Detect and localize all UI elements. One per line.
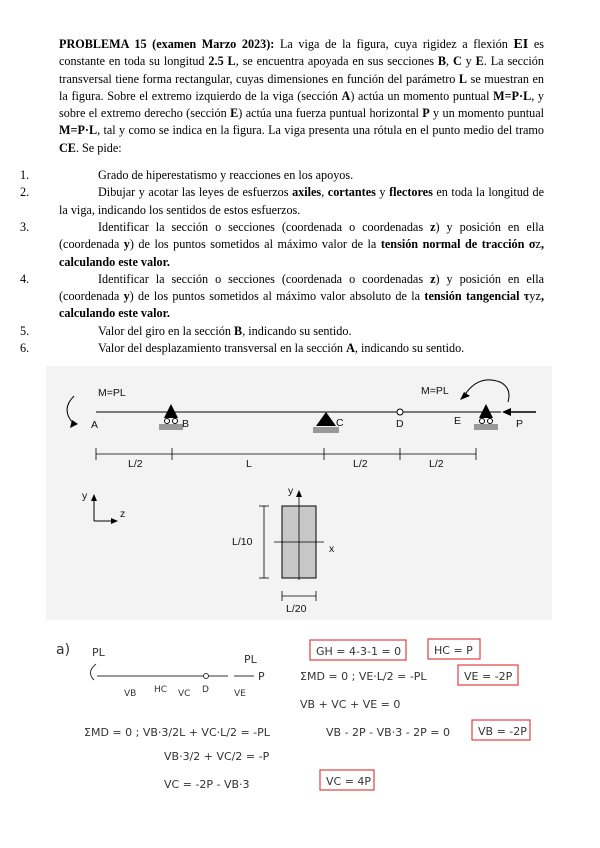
ei-term: EI: [513, 37, 529, 52]
hw-force-p: P: [258, 670, 265, 683]
hw-pl-right: PL: [244, 653, 257, 666]
hw-hc-result: HC = P: [434, 644, 473, 657]
handwritten-svg: [0, 630, 600, 848]
question-emphasis: A: [346, 341, 355, 356]
hw-hc: HC: [154, 685, 168, 695]
intro-text: ) actúa una fuerza puntual horizontal: [238, 106, 423, 121]
section-y-arrowhead: [296, 490, 302, 497]
beam-figure: [46, 366, 552, 620]
question-text: ) de los puntos sometidos al máximo valor de la: [129, 237, 381, 252]
question-text: , indicando su sentido.: [242, 323, 352, 338]
question-number: 4.: [20, 271, 30, 286]
question-text: z: [535, 237, 541, 252]
question-text: ) de los puntos sometidos al máximo valor absoluto de la: [129, 289, 425, 304]
hw-gh: GH = 4-3-1 = 0: [316, 645, 402, 658]
question-number: 1.: [20, 168, 30, 183]
parameter-l: L: [458, 71, 468, 86]
moment-left-arc: [67, 396, 74, 424]
height-label: L/10: [232, 536, 253, 548]
handwritten-solution: [0, 630, 600, 848]
intro-text: se muestran en la figura. Sobre el extremo izquierdo de la viga (sección: [59, 71, 544, 103]
span-bc: L: [246, 458, 252, 470]
question-emphasis: B: [234, 323, 243, 338]
question-emphasis: y: [123, 289, 130, 304]
beam-length: 2.5 L: [208, 54, 236, 69]
question-text: Grado de hiperestatismo y reacciones en los apoyos.: [98, 168, 354, 183]
dimension-line: [96, 448, 476, 460]
section-y-label: y: [288, 485, 294, 497]
question-emphasis: cortantes: [327, 185, 376, 200]
question-item: [20, 340, 544, 357]
question-emphasis: axiles: [292, 185, 322, 200]
part-a-label: a): [56, 642, 71, 658]
section-ce: CE: [59, 140, 76, 155]
hw-sum-v: VB + VC + VE = 0: [300, 698, 401, 711]
moment-right-label: M=PL: [421, 385, 449, 397]
question-emphasis: tensión tangencial τ: [424, 289, 530, 304]
support-e: [474, 404, 498, 430]
problem-heading: PROBLEMA 15 (examen Marzo 2023):: [59, 37, 275, 51]
hw-eq-sub: VB - 2P - VB·3 - 2P = 0: [326, 726, 450, 739]
question-text: Identificar la sección o secciones (coordenada o coordenadas: [98, 271, 431, 286]
hw-d: D: [202, 685, 209, 695]
hw-hinge: [204, 674, 209, 679]
question-emphasis: z: [430, 219, 436, 234]
node-c: C: [336, 417, 344, 429]
force-p-arrowhead: [502, 408, 511, 416]
intro-text: . La sección transversal tiene forma rectangular, cuyas dimensiones en función del parámetro: [59, 54, 544, 86]
moment-right-term: M=P·L: [59, 123, 98, 138]
moment-right-arrowhead: [460, 392, 470, 400]
question-text: Valor del desplazamiento transversal en la sección: [98, 341, 347, 356]
question-emphasis: y: [123, 237, 130, 252]
width-label: L/20: [286, 603, 307, 615]
section-e: E: [230, 106, 239, 121]
question-number: 2.: [20, 185, 30, 200]
hw-eq-m2: VB·3/2 + VC/2 = -P: [164, 750, 270, 763]
question-text: ) y posición en ella (coordenada: [59, 219, 545, 252]
node-p: P: [516, 418, 524, 430]
question-emphasis: , calculando este valor.: [59, 237, 544, 269]
question-emphasis: z: [430, 271, 436, 286]
span-cd: L/2: [353, 458, 368, 470]
intro-text: La viga de la figura, cuya rigidez a flexión: [274, 37, 514, 51]
section-b: B: [437, 54, 446, 69]
hw-vb-result: VB = -2P: [478, 725, 527, 738]
intro-text: y: [461, 54, 476, 69]
question-text: Identificar la sección o secciones (coordenada o coordenadas: [98, 219, 431, 234]
question-emphasis: flectores: [389, 185, 433, 200]
hw-moment-left: [90, 664, 96, 680]
question-item: [20, 271, 545, 323]
intro-text: y un momento puntual: [429, 106, 545, 121]
intro-text: ,: [446, 54, 453, 69]
question-item: [20, 184, 545, 219]
question-emphasis: tensión normal de tracción σ: [380, 237, 536, 252]
node-d: D: [396, 418, 404, 430]
hinge-d: [397, 409, 403, 415]
question-text: ,: [321, 185, 328, 200]
support-b: [159, 404, 183, 430]
question-text: y: [375, 185, 390, 200]
hw-ve: VE: [234, 689, 246, 699]
node-b: B: [182, 418, 190, 430]
moment-left-term: M=P·L: [493, 88, 532, 103]
axis-z-label: z: [120, 508, 126, 520]
question-number: 3.: [20, 219, 30, 234]
section-e: E: [475, 54, 484, 69]
hw-ve-result: VE = -2P: [464, 670, 513, 683]
question-emphasis: , calculando este valor.: [59, 289, 544, 321]
hw-eq-d: ΣMD = 0 ; VE·L/2 = -PL: [300, 670, 427, 683]
question-number: 5.: [20, 323, 30, 338]
intro-text: , tal y como se indica en la figura. La viga presenta una rótula en el punto medio del tramo: [97, 123, 544, 138]
question-text: Dibujar y acotar las leyes de esfuerzos: [98, 185, 293, 200]
span-ab: L/2: [128, 458, 143, 470]
intro-text: ) actúa un momento puntual: [350, 88, 494, 103]
moment-left-label: M=PL: [98, 387, 126, 399]
moment-right-arc: [464, 380, 509, 402]
axes-yz: [91, 494, 118, 524]
axis-y-label: y: [82, 490, 88, 502]
section-x-label: x: [329, 543, 335, 555]
question-text: en toda la longitud de la viga, indicando los sentidos de estos esfuerzos.: [59, 185, 545, 217]
question-text: ) y posición en ella (coordenada: [59, 271, 545, 304]
intro-text: es constante en toda su longitud: [59, 37, 544, 69]
problem-statement: [20, 36, 545, 357]
hw-vb: VB: [124, 689, 137, 699]
force-p: P: [422, 106, 430, 121]
question-item: [20, 219, 545, 271]
node-a: A: [91, 419, 99, 431]
hw-vc-result: VC = 4P: [326, 775, 372, 788]
hw-eq-m: ΣMD = 0 ; VB·3/2L + VC·L/2 = -PL: [84, 726, 270, 739]
question-text: Valor del giro en la sección: [98, 323, 235, 338]
hw-eq-vc: VC = -2P - VB·3: [164, 778, 250, 791]
node-e: E: [454, 415, 462, 427]
intro-text: , y sobre el extremo derecho (sección: [59, 88, 544, 121]
question-number: 6.: [20, 341, 30, 356]
problem-intro: [59, 36, 544, 157]
span-de: L/2: [429, 458, 444, 470]
intro-text: , se encuentra apoyada en sus secciones: [235, 54, 438, 69]
question-item: [20, 167, 544, 184]
hw-vc: VC: [178, 689, 191, 699]
question-list: [20, 167, 545, 357]
beam-figure-svg: [46, 366, 552, 620]
question-text: yz: [529, 289, 541, 304]
intro-text: . Se pide:: [75, 140, 122, 155]
question-text: , indicando su sentido.: [354, 341, 465, 356]
question-item: [20, 323, 544, 340]
section-a: A: [341, 88, 351, 103]
section-c: C: [452, 54, 462, 69]
hw-pl-left: PL: [92, 646, 105, 659]
